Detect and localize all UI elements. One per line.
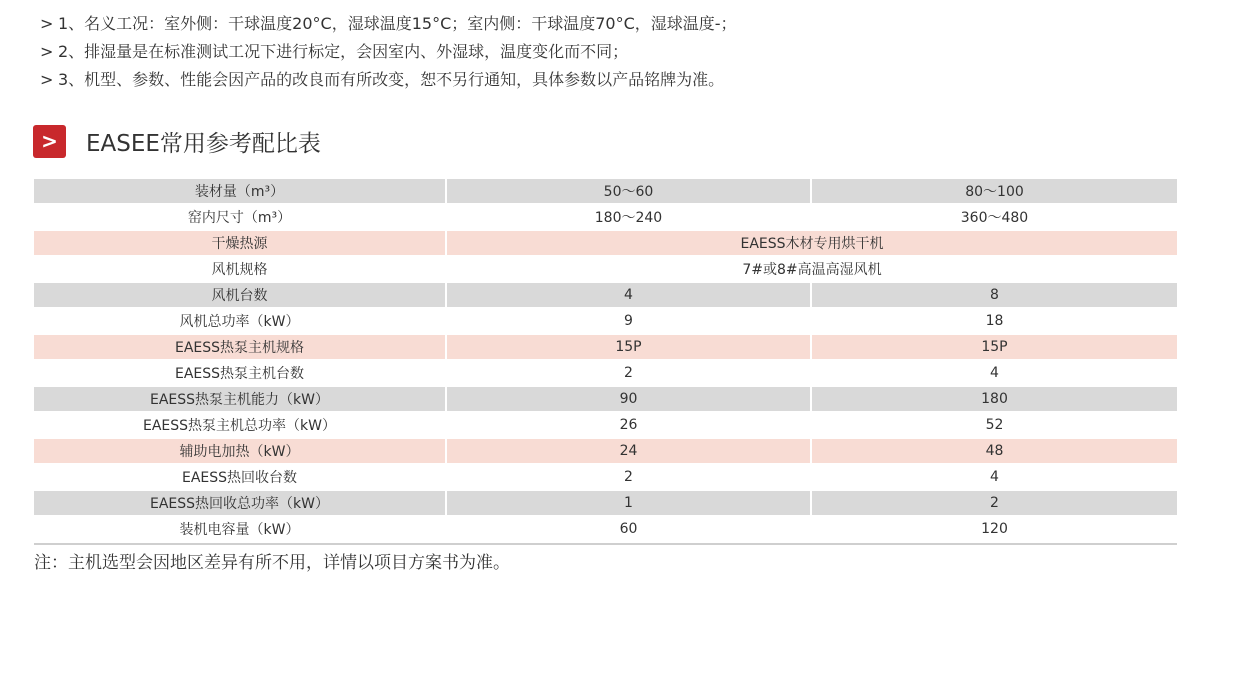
section-badge-icon: > [33,125,66,158]
table-row [34,309,1177,335]
cell-value: 2 [812,491,1177,517]
table-row [34,517,1177,543]
cell-value: 8 [812,283,1177,309]
cell-value: 360～480 [812,205,1177,231]
cell-value: 2 [447,361,812,387]
cell-value-merged: 7#或8#高温高湿风机 [447,257,1177,283]
note-text: 3、机型、参数、性能会因产品的改良而有所改变，恕不另行通知，具体参数以产品铭牌为准。 [58,70,725,89]
cell-value-merged: EAESS木材专用烘干机 [447,231,1177,257]
table-row [34,439,1177,465]
cell-value: 9 [447,309,812,335]
spec-table [34,179,1177,545]
row-label: 装机电容量（kW） [34,517,447,543]
note-text: 1、名义工况：室外侧：干球温度20°C，湿球温度15°C；室内侧：干球温度70°C，湿球温度-； [58,14,737,33]
row-label: EAESS热泵主机规格 [34,335,447,361]
table-row [34,335,1177,361]
cell-value: 24 [447,439,812,465]
chevron-right-icon: > [40,14,54,33]
table-row [34,361,1177,387]
cell-value: 180 [812,387,1177,413]
table-row [34,387,1177,413]
row-label: EAESS热回收总功率（kW） [34,491,447,517]
chevron-right-icon: > [40,42,54,61]
table-row [34,257,1177,283]
note-item [40,10,1220,38]
row-label: 风机总功率（kW） [34,309,447,335]
cell-value: 15P [447,335,812,361]
row-label: EAESS热泵主机总功率（kW） [34,413,447,439]
row-label: EAESS热回收台数 [34,465,447,491]
cell-value: 60 [447,517,812,543]
cell-value: 52 [812,413,1177,439]
table-row [34,205,1177,231]
table-row [34,179,1177,205]
row-label: EAESS热泵主机能力（kW） [34,387,447,413]
note-item [40,38,1220,66]
section-header [33,124,321,158]
cell-value: 4 [812,465,1177,491]
notes-list [40,10,1220,94]
table-row [34,465,1177,491]
note-item [40,66,1220,94]
cell-value: 180～240 [447,205,812,231]
cell-value: 1 [447,491,812,517]
footnote: 注：主机选型会因地区差异有所不用，详情以项目方案书为准。 [34,553,510,573]
row-label: 辅助电加热（kW） [34,439,447,465]
row-label: 装材量（m³） [34,179,447,205]
row-label: 窑内尺寸（m³） [34,205,447,231]
cell-value: 4 [447,283,812,309]
table-row [34,231,1177,257]
row-label: 干燥热源 [34,231,447,257]
cell-value: 80～100 [812,179,1177,205]
row-label: EAESS热泵主机台数 [34,361,447,387]
note-text: 2、排湿量是在标准测试工况下进行标定，会因室内、外湿球，温度变化而不同； [58,42,629,61]
cell-value: 50～60 [447,179,812,205]
cell-value: 120 [812,517,1177,543]
cell-value: 90 [447,387,812,413]
cell-value: 18 [812,309,1177,335]
cell-value: 15P [812,335,1177,361]
table-row [34,413,1177,439]
cell-value: 26 [447,413,812,439]
cell-value: 48 [812,439,1177,465]
chevron-right-icon: > [40,70,54,89]
row-label: 风机台数 [34,283,447,309]
cell-value: 4 [812,361,1177,387]
table-row [34,283,1177,309]
row-label: 风机规格 [34,257,447,283]
section-title: EASEE常用参考配比表 [86,130,321,157]
table-row [34,491,1177,517]
cell-value: 2 [447,465,812,491]
